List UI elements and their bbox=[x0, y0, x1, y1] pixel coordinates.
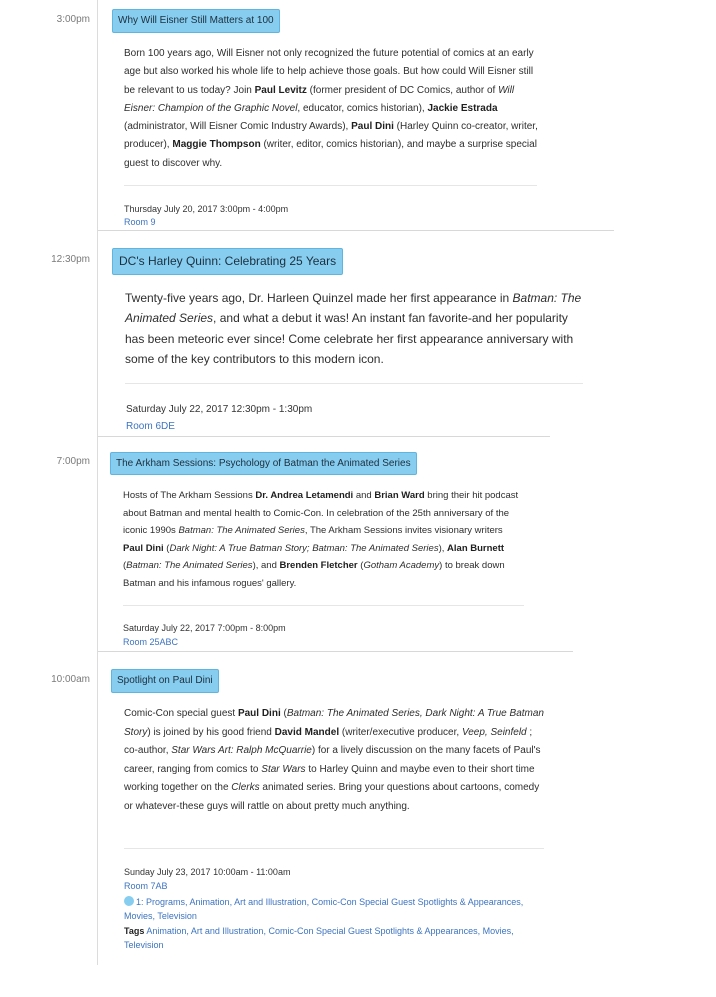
description-text: to Harley Quinn and maybe even to their short time working together on the bbox=[124, 763, 535, 793]
description-text: (writer, editor, comics historian), and maybe a surprise special guest to discover why. bbox=[124, 139, 537, 169]
description-text: bring their hit podcast about Batman and mental health to Comic-Con. In celebration of the 25th anniversary of the iconic 1990s bbox=[123, 490, 519, 536]
work-title: Will Eisner: Champion of the Graphic Novel bbox=[124, 84, 515, 114]
speaker-name: Brenden Fletcher bbox=[279, 560, 358, 571]
divider bbox=[124, 185, 537, 186]
speaker-name: Alan Burnett bbox=[447, 542, 505, 554]
description-text: animated series. Bring your questions about cartoons, comedy or whatever-these guys will rattle on about pretty much anything. bbox=[124, 782, 540, 812]
description-text: and bbox=[353, 490, 375, 501]
work-title: Batman: The Animated Series bbox=[126, 560, 253, 571]
speaker-name: Paul Dini bbox=[351, 121, 394, 133]
room-link[interactable]: Room 7AB bbox=[124, 881, 168, 891]
tag-list: Tags Animation, Art and Illustration, Comic-Con Special Guest Spotlights & Appearances, Movies, Television bbox=[124, 926, 514, 950]
session-time: 3:00pm bbox=[56, 14, 90, 25]
work-title: Dark Night: A True Batman Story; Batman: The Animated Series bbox=[169, 542, 439, 554]
description-text: (Harley Quinn co-creator, writer, producer), bbox=[124, 121, 538, 151]
description-text: Born 100 years ago, Will Eisner not only recognized the future potential of comics at an early age but also worked his whole life to help achieve those goals. But how could Will Eisner still be relevant to us today? Join bbox=[124, 48, 534, 96]
description-text: Comic-Con special guest bbox=[124, 708, 238, 719]
circle-dot-icon bbox=[124, 896, 134, 906]
category-list: 1: Programs, Animation, Art and Illustration, Comic-Con Special Guest Spotlights & Appearances, Movies, Television bbox=[124, 897, 524, 921]
session-time: 10:00am bbox=[51, 674, 90, 685]
speaker-name: Jackie Estrada bbox=[427, 102, 498, 114]
speaker-name: Paul Levitz bbox=[254, 84, 307, 96]
session-time: 12:30pm bbox=[51, 254, 90, 265]
description-text: Hosts of The Arkham Sessions bbox=[123, 490, 256, 501]
tag-link[interactable]: Television bbox=[124, 940, 164, 950]
work-title: Veep, Seinfeld bbox=[461, 726, 527, 738]
session-title-button[interactable]: DC's Harley Quinn: Celebrating 25 Years bbox=[112, 248, 343, 275]
speaker-name: Brian Ward bbox=[374, 490, 425, 501]
session-description bbox=[125, 288, 585, 369]
work-title: Gotham Academy bbox=[363, 560, 440, 571]
description-text: , educator, comics historian), bbox=[297, 102, 428, 114]
speaker-name: Dr. Andrea Letamendi bbox=[255, 490, 354, 501]
work-title: Batman: The Animated Series, Dark Night: A True Batman Story bbox=[124, 708, 544, 738]
room-link[interactable]: Room 6DE bbox=[126, 421, 175, 432]
description-text: ) is joined by his good friend bbox=[147, 726, 275, 738]
session-description bbox=[124, 45, 544, 173]
category-link[interactable]: Animation bbox=[189, 897, 230, 907]
description-text: ), and bbox=[252, 560, 280, 571]
session-datetime: Saturday July 22, 2017 7:00pm - 8:00pm bbox=[123, 623, 286, 633]
speaker-name: Maggie Thompson bbox=[172, 139, 261, 151]
description-text: ( bbox=[163, 542, 170, 554]
session-separator bbox=[98, 436, 550, 437]
session-title-button[interactable]: The Arkham Sessions: Psychology of Batman the Animated Series bbox=[110, 452, 417, 475]
description-text: , and what a debut it was! An instant fan favorite-and her popularity has been meteoric ever since! Come celebrate her first appearance anniversary with some of the key contributors to this modern icon. bbox=[125, 311, 574, 366]
speaker-name: Paul Dini bbox=[237, 708, 281, 719]
description-text: ; co-author, bbox=[124, 726, 533, 756]
divider bbox=[124, 848, 544, 849]
tag-link[interactable]: Art and Illustration bbox=[190, 926, 264, 936]
divider bbox=[123, 605, 524, 606]
divider bbox=[125, 383, 583, 384]
session-separator bbox=[98, 651, 573, 652]
room-link[interactable]: Room 25ABC bbox=[123, 637, 179, 647]
category-programs-link[interactable]: 1: Programs, bbox=[136, 897, 190, 907]
session-description bbox=[124, 705, 548, 816]
description-text: ), bbox=[438, 542, 448, 554]
description-text: ) for a lively discussion on the many facets of Paul's career, ranging from comics to bbox=[124, 745, 541, 775]
session-datetime: Saturday July 22, 2017 12:30pm - 1:30pm bbox=[126, 404, 313, 415]
category-link[interactable]: Comic-Con Special Guest Spotlights & Appearances bbox=[311, 897, 521, 907]
description-text: , The Arkham Sessions invites visionary writers bbox=[304, 525, 503, 536]
description-text: ( bbox=[280, 708, 287, 719]
session-separator bbox=[98, 230, 614, 231]
category-link[interactable]: Movies bbox=[124, 911, 153, 921]
work-title: Star Wars Art: Ralph McQuarrie bbox=[171, 745, 312, 756]
work-title: Batman: The Animated Series bbox=[125, 291, 582, 326]
category-link[interactable]: Art and Illustration bbox=[234, 897, 307, 907]
speaker-name: Paul Dini bbox=[123, 542, 164, 554]
session-title-button[interactable]: Why Will Eisner Still Matters at 100 bbox=[112, 9, 280, 33]
work-title: Clerks bbox=[231, 782, 260, 793]
tag-link[interactable]: Animation bbox=[146, 926, 187, 936]
work-title: Star Wars bbox=[261, 763, 306, 775]
description-text: ( bbox=[123, 560, 127, 571]
session-time: 7:00pm bbox=[56, 456, 90, 467]
room-link[interactable]: Room 9 bbox=[124, 217, 156, 227]
session-datetime: Thursday July 20, 2017 3:00pm - 4:00pm bbox=[124, 204, 289, 214]
category-link[interactable]: Television bbox=[157, 911, 197, 921]
work-title: Batman: The Animated Series bbox=[178, 525, 305, 536]
tag-link[interactable]: Comic-Con Special Guest Spotlights & Appearances bbox=[268, 926, 478, 936]
session-description bbox=[123, 487, 523, 592]
description-text: (writer/executive producer, bbox=[339, 726, 462, 738]
session-datetime: Sunday July 23, 2017 10:00am - 11:00am bbox=[124, 867, 291, 877]
tag-link[interactable]: Movies bbox=[482, 926, 512, 936]
description-text: ( bbox=[357, 560, 364, 571]
description-text: Twenty-five years ago, Dr. Harleen Quinzel made her first appearance in bbox=[125, 291, 513, 305]
timeline-line bbox=[97, 0, 98, 965]
description-text: (former president of DC Comics, author of bbox=[306, 84, 499, 96]
tags-label: Tags bbox=[124, 926, 145, 936]
speaker-name: David Mandel bbox=[274, 726, 340, 738]
description-text: (administrator, Will Eisner Comic Industry Awards), bbox=[124, 121, 352, 133]
session-title-button[interactable]: Spotlight on Paul Dini bbox=[111, 669, 219, 693]
description-text: ) to break down Batman and his infamous rogues' gallery. bbox=[123, 560, 505, 589]
